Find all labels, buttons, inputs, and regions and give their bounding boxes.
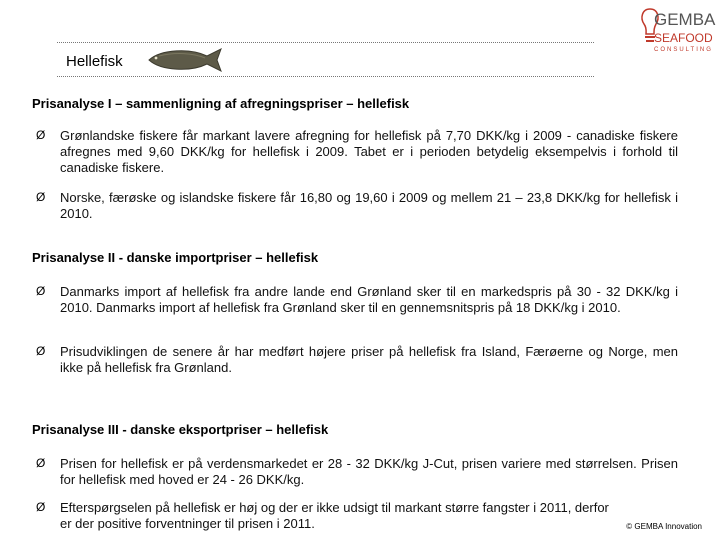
section-2-bullet-1: Danmarks import af hellefisk fra andre lande end Grønland sker til en markedspris på 30 - 32 DKK/kg i 2010. Danmarks import af hellefisk fra Grønland sker til en gennemsnitspris på 18 DKK/kg i 2010.: [60, 284, 678, 315]
logo-text-gemba: GEMBA: [654, 10, 716, 29]
section-1-bullet-2: Norske, færøske og islandske fiskere får 16,80 og 19,60 i 2009 og mellem 21 – 23,8 DKK/kg for hellefisk i 2010.: [60, 190, 678, 221]
copyright-footer: © GEMBA Innovation: [626, 522, 702, 531]
section-heading-1: Prisanalyse I – sammenligning af afregningspriser – hellefisk: [32, 96, 410, 111]
section-3-bullet-2: Efterspørgselen på hellefisk er høj og der er ikke udsigt til markant større fangster i 2011, derfor er der positive forventninger til prisen i 2011.: [60, 500, 609, 531]
halibut-fish-image: [145, 46, 225, 74]
section-2-bullet-2: Prisudviklingen de senere år har medført højere priser på hellefisk fra Island, Færøerne og Norge, men ikke på hellefisk fra Grønland.: [60, 344, 678, 375]
gemba-logo: [636, 4, 716, 66]
bullet-arrow-icon: Ø: [36, 190, 46, 204]
bullet-arrow-icon: Ø: [36, 344, 46, 358]
header-rule-top: [57, 42, 594, 43]
bullet-arrow-icon: Ø: [36, 128, 46, 142]
section-heading-2: Prisanalyse II - danske importpriser – hellefisk: [32, 250, 319, 265]
header-rule-bottom: [57, 76, 594, 77]
bullet-arrow-icon: Ø: [36, 284, 46, 298]
section-1-bullet-1: Grønlandske fiskere får markant lavere afregning for hellefisk på 7,70 DKK/kg i 2009 - canadiske fiskere afregnes med 9,60 DKK/kg for hellefisk i 2009. Tabet er i perioden betydelig eksempelvis i forhold til canadiske fiskere.: [60, 128, 678, 175]
bullet-arrow-icon: Ø: [36, 456, 46, 470]
logo-text-seafood: SEAFOOD: [654, 31, 713, 45]
logo-text-consulting: CONSULTING: [654, 47, 713, 53]
bullet-arrow-icon: Ø: [36, 500, 46, 514]
section-heading-3: Prisanalyse III - danske eksportpriser – hellefisk: [32, 422, 329, 437]
section-3-bullet-1: Prisen for hellefisk er på verdensmarkedet er 28 - 32 DKK/kg J-Cut, prisen variere med størrelsen. Prisen for hellefisk med hoved er 24 - 26 DKK/kg.: [60, 456, 678, 487]
page-title: Hellefisk: [66, 53, 123, 70]
